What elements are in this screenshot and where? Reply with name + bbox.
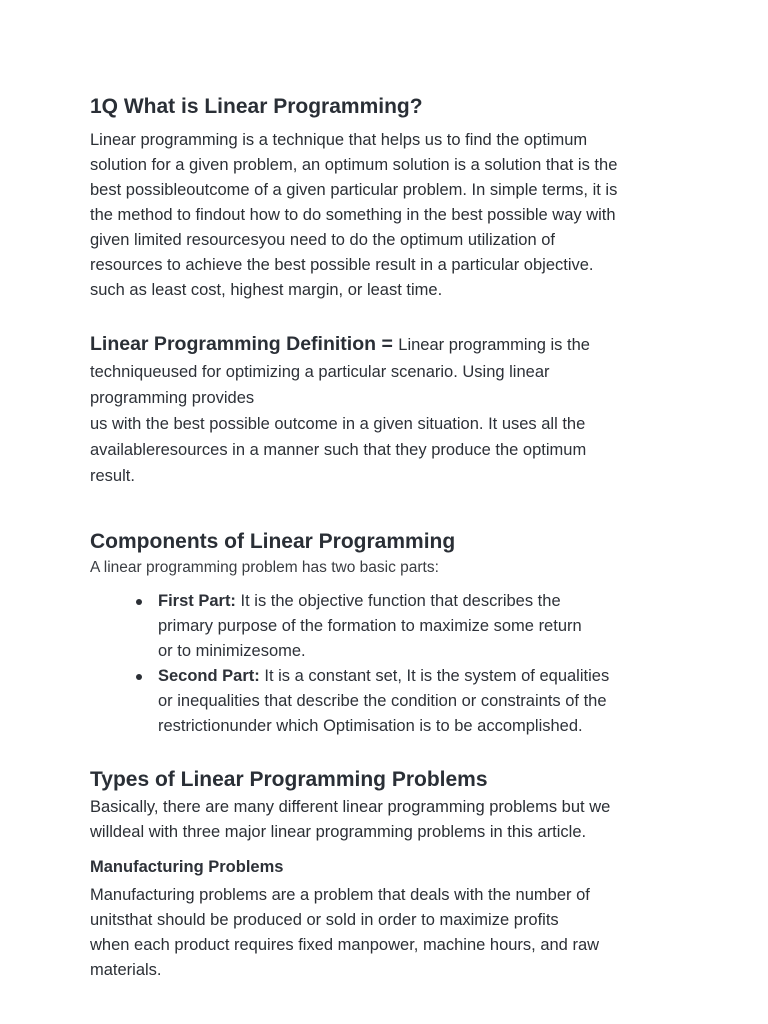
manufacturing-line: materials.	[90, 961, 162, 979]
part-label: First Part:	[158, 592, 236, 610]
q1-paragraph	[90, 128, 690, 303]
q1-line: such as least cost, highest margin, or least time.	[90, 281, 443, 299]
q1-line: best possibleoutcome of a given particular problem. In simple terms, it is	[90, 181, 618, 199]
definition-line: result.	[90, 467, 135, 485]
types-intro	[90, 795, 690, 845]
definition-block	[90, 331, 690, 489]
document-page	[90, 92, 690, 983]
q1-line: given limited resourcesyou need to do the optimum utilization of	[90, 231, 556, 249]
q1-line: Linear programming is a technique that helps us to find the optimum	[90, 131, 588, 149]
list-item	[136, 589, 690, 664]
part-text: primary purpose of the formation to maximize some return	[158, 617, 582, 635]
question-heading: 1Q What is Linear Programming?	[90, 95, 423, 118]
part-text: It is the objective function that describes the	[235, 592, 561, 610]
definition-line: techniqueused for optimizing a particular scenario. Using linear	[90, 363, 550, 381]
q1-line: the method to findout how to do something in the best possible way with	[90, 206, 616, 224]
part-text: or to minimizesome.	[158, 642, 306, 660]
definition-title: Linear Programming Definition	[90, 333, 377, 355]
bullet-icon	[136, 674, 142, 680]
bullet-icon	[136, 599, 142, 605]
part-text: restrictionunder which Optimisation is to be accomplished.	[158, 717, 583, 735]
manufacturing-paragraph	[90, 883, 690, 983]
definition-line: availableresources in a manner such that they produce the optimum	[90, 441, 587, 459]
list-item	[136, 664, 690, 739]
manufacturing-line: unitsthat should be produced or sold in order to maximize profits	[90, 911, 559, 929]
types-intro-line: willdeal with three major linear programming problems in this article.	[90, 823, 587, 841]
types-heading: Types of Linear Programming Problems	[90, 768, 488, 791]
definition-first-line	[90, 331, 690, 359]
manufacturing-heading: Manufacturing Problems	[90, 858, 284, 876]
definition-inline-text: Linear programming is the	[398, 336, 590, 354]
definition-equals: =	[376, 333, 399, 355]
parts-list	[90, 589, 690, 739]
types-section	[90, 765, 690, 983]
components-heading: Components of Linear Programming	[90, 530, 456, 553]
types-intro-line: Basically, there are many different linear programming problems but we	[90, 798, 611, 816]
components-section	[90, 527, 690, 739]
manufacturing-line: Manufacturing problems are a problem that deals with the number of	[90, 886, 590, 904]
definition-line: us with the best possible outcome in a given situation. It uses all the	[90, 415, 586, 433]
manufacturing-line: when each product requires fixed manpower, machine hours, and raw	[90, 936, 600, 954]
q1-line: resources to achieve the best possible result in a particular objective.	[90, 256, 594, 274]
components-intro: A linear programming problem has two basic parts:	[90, 559, 439, 576]
definition-paragraph	[90, 359, 690, 489]
part-text: It is a constant set, It is the system of equalities	[259, 667, 610, 685]
part-text: or inequalities that describe the condition or constraints of the	[158, 692, 607, 710]
definition-line: programming provides	[90, 389, 255, 407]
part-label: Second Part:	[158, 667, 260, 685]
q1-line: solution for a given problem, an optimum solution is a solution that is the	[90, 156, 618, 174]
